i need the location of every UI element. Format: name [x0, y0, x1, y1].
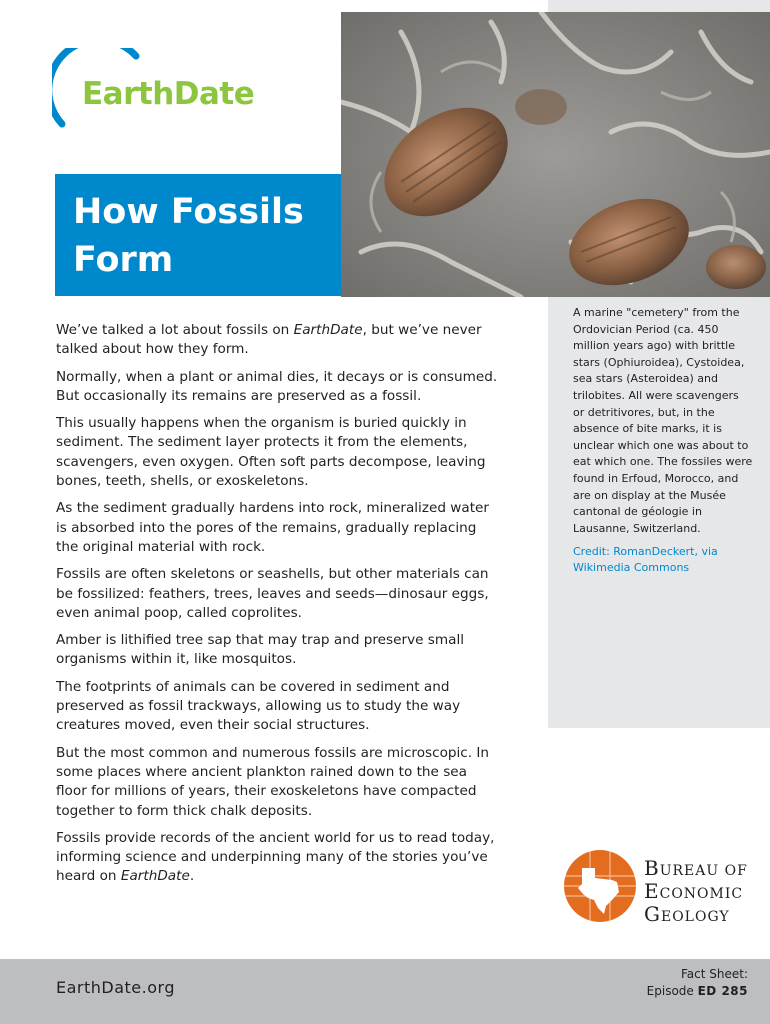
paragraph-7: The footprints of animals can be covered in sediment and preserved as fossil trackways, allowing us to study the way creatures moved, even their social structures. [56, 678, 461, 734]
fossil-photo [341, 12, 770, 297]
logo-wordmark: EarthDate [82, 76, 255, 112]
paragraph-1: We’ve talked a lot about fossils on EarthDate, but we’ve never talked about how they form. [56, 322, 482, 358]
page-title: How Fossils Form [73, 192, 304, 280]
episode-label: Episode [646, 984, 698, 998]
texas-sun-icon [562, 846, 638, 926]
paragraph-2: Normally, when a plant or animal dies, it decays or is consumed. But occasionally its remains are preserved as a fossil. [56, 368, 498, 404]
article-body [56, 321, 500, 895]
beg-logo[interactable] [562, 846, 752, 926]
paragraph-6: Amber is lithified tree sap that may trap and preserve small organisms within it, like mosquitos. [56, 632, 465, 668]
paragraph-9: Fossils provide records of the ancient world for us to read today, informing science and underpinning many of the stories you’ve heard on EarthDate. [56, 829, 495, 885]
caption-text: A marine "cemetery" from the Ordovician Period (ca. 450 million years ago) with brittle stars (Ophiuroidea), Cystoidea, sea stars (Asteroidea) and trilobites. All were scavengers or detritivores, but, in the absence of bite marks, it is unclear which one was about to eat which one. The fossiles were found in Erfoud, Morocco, and are on display at the Musée cantonal de géologie in Lausanne, Switzerland. [573, 306, 753, 535]
episode-info [647, 966, 748, 1000]
title-banner [55, 174, 341, 296]
paragraph-3: This usually happens when the organism is buried quickly in sediment. The sediment layer protects it from the elements, scavengers, even oxygen. Often soft parts decompose, leaving bones, teeth, shells, or exoskeletons. [56, 415, 486, 490]
footer [0, 959, 770, 1024]
earthdate-mention: EarthDate [293, 322, 363, 338]
paragraph-5: Fossils are often skeletons or seashells, but other materials can be fossilized: feathers, trees, leaves and seeds—dinosaur eggs, even animal poop, called coprolites. [56, 566, 489, 621]
photo-credit-link[interactable]: Credit: RomanDeckert, via Wikimedia Commons [573, 545, 718, 575]
earthdate-logo[interactable] [52, 48, 282, 128]
earthdate-mention: EarthDate [120, 868, 190, 885]
footer-url-link[interactable]: EarthDate.org [56, 978, 175, 997]
paragraph-4: As the sediment gradually hardens into rock, mineralized water is absorbed into the pores of the remains, gradually replacing the original material with rock. [56, 500, 490, 555]
beg-wordmark: BUREAU OF ECONOMIC GEOLOGY [644, 856, 748, 926]
photo-caption [573, 305, 753, 576]
fact-sheet-label: Fact Sheet: [680, 967, 748, 981]
paragraph-8: But the most common and numerous fossils are microscopic. In some places where ancient plankton rained down to the sea floor for millions of years, their exoskeletons have compacted together to form thick chalk deposits. [56, 744, 490, 819]
episode-number: ED 285 [697, 984, 748, 998]
